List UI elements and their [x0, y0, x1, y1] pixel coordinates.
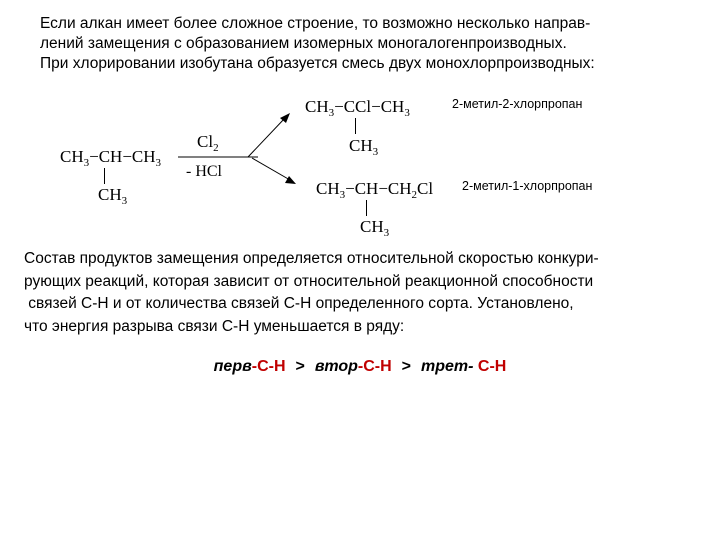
product2-branch-bond [366, 200, 367, 216]
series-primary-bond: -С-Н [251, 358, 286, 375]
series-secondary-label: втор [314, 358, 358, 375]
product2-branch-ch: CH [360, 217, 384, 236]
intro-line-3: При хлорировании изобутана образуется смесь двух монохлорпроизводных: [40, 55, 595, 72]
intro-line-1: Если алкан имеет более сложное строение, то возможно несколько направ- [40, 15, 591, 32]
product2-branch-sub: 3 [383, 227, 390, 239]
reactant-ch3: CH [60, 147, 84, 166]
product1-sub: 3 [328, 107, 335, 119]
product1-branch-ch: CH [349, 136, 373, 155]
paragraph-line-3: связей С-Н и от количества связей С-Н определенного сорта. Установлено, [24, 295, 574, 312]
reactant-branch-ch: CH [98, 185, 122, 204]
product2-sub2: 2 [411, 189, 418, 201]
bond-energy-series [0, 358, 720, 376]
reactant-sub-end: 3 [155, 157, 162, 169]
series-tertiary-bond: С-Н [473, 358, 507, 375]
series-tertiary-label: трет- [421, 358, 474, 375]
paragraph-line-2: рующих реакций, которая зависит от относительной реакционной способности [24, 272, 594, 290]
arrow-up-line [248, 118, 285, 157]
reactant-sub: 3 [83, 157, 90, 169]
reactant-branch-sub: 3 [121, 195, 128, 207]
product1-branch-sub: 3 [372, 146, 379, 158]
arrow-down-head [285, 176, 296, 184]
product1-formula [305, 98, 410, 122]
explanation-paragraph [24, 248, 599, 338]
series-gt-1: > [295, 358, 305, 375]
series-gt-2: > [401, 358, 411, 375]
product1-chain: −CCl−CH [334, 97, 405, 116]
product2-ch3: CH [316, 179, 340, 198]
reagent-minus-hcl: - HCl [186, 163, 222, 180]
product2-name: 2-метил-1-хлорпропан [462, 179, 593, 193]
product1-name: 2-метил-2-хлорпропан [452, 97, 583, 111]
product1-sub-end: 3 [404, 107, 410, 119]
reagent-cl: Cl [197, 132, 214, 151]
product2-chain: −CH−CH [345, 179, 412, 198]
intro-line-2: лений замещения с образованием изомерных моногалогенпроизводных. [40, 35, 567, 52]
product2-cl: Cl [417, 179, 434, 198]
product2-branch [360, 218, 389, 242]
arrow-down-line [252, 158, 290, 180]
paragraph-line-4: что энергия разрыва связи С-Н уменьшается в ряду: [24, 317, 405, 335]
product1-ch3: CH [305, 97, 329, 116]
reagent-cl-sub: 2 [213, 142, 219, 154]
product2-formula [316, 180, 433, 204]
series-secondary-bond: -С-Н [357, 358, 392, 375]
product1-branch-bond [355, 118, 356, 134]
series-primary-label: перв [213, 358, 252, 375]
product2-sub: 3 [339, 189, 346, 201]
reactant-chain: −CH−CH [89, 147, 156, 166]
paragraph-line-1: Состав продуктов замещения определяется относительной скоростью конкури- [24, 250, 599, 267]
product1-branch [349, 137, 378, 161]
